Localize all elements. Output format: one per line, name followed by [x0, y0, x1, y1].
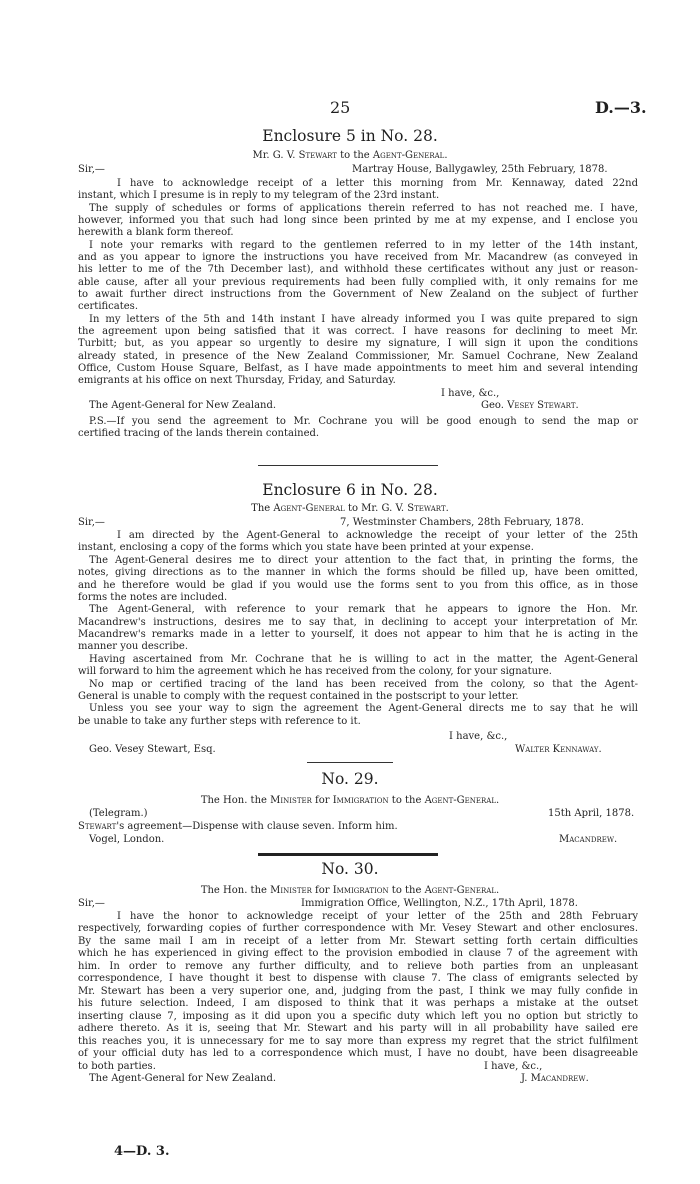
- paragraph-line: Macandrew's remarks made in a letter to yourself, it does not appear to him that he is acting in the: [78, 629, 638, 640]
- no30-closing: I have, &c.,: [484, 1061, 543, 1072]
- enc6-signature: Walter Kennaway.: [515, 744, 602, 755]
- enc5-postscript-line: certified tracing of the lands therein contained.: [78, 428, 320, 439]
- paragraph-line: inserting clause 7, imposing as it did upon you a specific duty which left you no option but strictly to: [78, 1011, 638, 1022]
- enc5-closing: I have, &c.,: [441, 388, 500, 399]
- paragraph-line: Unless you see your way to sign the agreement the Agent-General directs me to say that he will: [89, 703, 638, 714]
- paragraph-line: manner you describe.: [78, 641, 189, 652]
- printer-signature-mark: 4—D. 3.: [114, 1144, 170, 1159]
- paragraph-line: will forward to him the agreement which he has received from the colony, for your signature.: [78, 666, 552, 677]
- paragraph-line: By the same mail I am in receipt of a letter from Mr. Stewart setting forth certain difficulties: [78, 936, 638, 947]
- enc5-subheading: Mr. G. V. Stewart to the Agent-General.: [252, 150, 448, 161]
- section-divider: [258, 853, 438, 856]
- paragraph-line: be unable to take any further steps with reference to it.: [78, 716, 361, 727]
- paragraph-line: respectively, forwarding copies of further correspondence with Mr. Vesey Stewart and other enclosures.: [78, 923, 638, 934]
- no29-heading: No. 29.: [321, 770, 379, 788]
- enc5-addressee: The Agent-General for New Zealand.: [89, 400, 277, 411]
- page-number: 25: [330, 98, 351, 117]
- no30-subheading: The Hon. the Minister for Immigration to the Agent-General.: [200, 885, 500, 896]
- enc5-postscript-line: P.S.—If you send the agreement to Mr. Cochrane you will be good enough to send the map or: [89, 416, 638, 427]
- paragraph-line: Macandrew's instructions, desires me to say that, in declining to accept your interpretation of Mr.: [78, 617, 638, 628]
- paragraph-line: his letter to me of the 7th December last), and withhold these certificates without any just or reason-: [78, 264, 638, 275]
- paragraph-line: The Agent-General, with reference to your remark that he appears to ignore the Hon. Mr.: [89, 604, 638, 615]
- paragraph-line: instant, enclosing a copy of the forms which you state have been printed at your expense.: [78, 542, 534, 553]
- paragraph-line: the agreement upon being satisfied that it was correct. I have reasons for declining to meet Mr.: [78, 326, 638, 337]
- paragraph-line: Turbitt; but, as you appear so urgently to desire my signature, I will sign it upon the conditions: [78, 338, 638, 349]
- paragraph-line: of your official duty has led to a correspondence which must, I have no doubt, have been disagreeable: [78, 1048, 638, 1059]
- paragraph-line: Having ascertained from Mr. Cochrane that he is willing to act in the matter, the Agent-General: [89, 654, 638, 665]
- enc6-addressee: Geo. Vesey Stewart, Esq.: [89, 744, 216, 755]
- no29-date: 15th April, 1878.: [548, 808, 635, 819]
- document-code: D.—3.: [595, 98, 647, 117]
- paragraph-line: I have the honor to acknowledge receipt of your letter of the 25th and 28th February: [117, 911, 638, 922]
- paragraph-line: notes, giving directions as to the manner in which the forms should be filled up, have been omitted,: [78, 567, 638, 578]
- paragraph-line: The Agent-General desires me to direct your attention to the fact that, in printing the forms, the: [89, 555, 638, 566]
- paragraph-line: however, informed you that such had long since been printed by me at my expense, and I enclose you: [78, 215, 638, 226]
- enc6-subheading: The Agent-General to Mr. G. V. Stewart.: [251, 503, 449, 514]
- paragraph-line: adhere thereto. As it is, seeing that Mr. Stewart and his party will in all probability have sailed ere: [78, 1023, 638, 1034]
- paragraph-line: No map or certified tracing of the land has been received from the colony, so that the Agent-: [89, 679, 638, 690]
- no29-body: Stewart's agreement—Dispense with clause seven. Inform him.: [78, 821, 398, 832]
- no29-subheading: The Hon. the Minister for Immigration to the Agent-General.: [200, 795, 500, 806]
- no29-addressee: Vogel, London.: [89, 834, 165, 845]
- paragraph-line: certificates.: [78, 301, 138, 312]
- paragraph-line: herewith a blank form thereof.: [78, 227, 234, 238]
- paragraph-line: General is unable to comply with the request contained in the postscript to your letter.: [78, 691, 519, 702]
- paragraph-line: able cause, after all your previous requirements had been fully complied with, it only remains for me: [78, 277, 638, 288]
- no30-address: Immigration Office, Wellington, N.Z., 17th April, 1878.: [301, 898, 578, 909]
- section-divider: [258, 465, 438, 466]
- paragraph-line: his future selection. Indeed, I am disposed to think that it was perhaps a mistake at the outset: [78, 998, 638, 1009]
- no29-type: (Telegram.): [89, 808, 148, 819]
- enc5-address: Martray House, Ballygawley, 25th February, 1878.: [352, 164, 608, 175]
- paragraph-line: forms the notes are included.: [78, 592, 228, 603]
- paragraph-line: and he therefore would be glad if you would use the forms sent to you from this office, as in those: [78, 580, 638, 591]
- paragraph-line: instant, which I presume is in reply to my telegram of the 23rd instant.: [78, 190, 440, 201]
- enc6-salutation: Sir,—: [78, 517, 105, 528]
- paragraph-line: and as you appear to ignore the instructions you have received from Mr. Macandrew (as conveyed in: [78, 252, 638, 263]
- enc5-heading: Enclosure 5 in No. 28.: [262, 127, 438, 145]
- no30-heading: No. 30.: [321, 860, 379, 878]
- paragraph-line: I have to acknowledge receipt of a letter this morning from Mr. Kennaway, dated 22nd: [117, 178, 638, 189]
- paragraph-line: I note your remarks with regard to the gentlemen referred to in my letter of the 14th instant,: [89, 240, 638, 251]
- paragraph-line: already stated, in presence of the New Zealand Commissioner, Mr. Samuel Cochrane, New Zealand: [78, 351, 638, 362]
- paragraph-line: to both parties.: [78, 1061, 156, 1072]
- paragraph-line: him. In order to remove any further difficulty, and to relieve both parties from an unpleasant: [78, 961, 638, 972]
- no30-addressee: The Agent-General for New Zealand.: [89, 1073, 277, 1084]
- no29-signature: Macandrew.: [559, 834, 618, 845]
- paragraph-line: I am directed by the Agent-General to acknowledge the receipt of your letter of the 25th: [117, 530, 638, 541]
- no30-salutation: Sir,—: [78, 898, 105, 909]
- section-divider: [307, 762, 393, 763]
- paragraph-line: Mr. Stewart has been a very superior one, and, judging from the past, I think we may fully confide in: [78, 986, 638, 997]
- paragraph-line: In my letters of the 5th and 14th instant I have already informed you I was quite prepared to sign: [89, 314, 638, 325]
- paragraph-line: this reaches you, it is unnecessary for me to say more than express my regret that the strict fulfilment: [78, 1036, 638, 1047]
- enc5-signature: Geo. Vesey Stewart.: [481, 400, 579, 411]
- enc5-salutation: Sir,—: [78, 164, 105, 175]
- paragraph-line: which he has experienced in giving effect to the provision embodied in clause 7 of the agreement with: [78, 948, 638, 959]
- enc6-address: 7, Westminster Chambers, 28th February, 1878.: [340, 517, 584, 528]
- paragraph-line: The supply of schedules or forms of applications therein referred to has not reached me. I have,: [89, 203, 638, 214]
- paragraph-line: emigrants at his office on next Thursday, Friday, and Saturday.: [78, 375, 396, 386]
- enc6-closing: I have, &c.,: [449, 731, 508, 742]
- paragraph-line: Office, Custom House Square, Belfast, as I have made appointments to meet him and several intending: [78, 363, 638, 374]
- no30-signature: J. Macandrew.: [521, 1073, 589, 1084]
- paragraph-line: correspondence, I have thought it best to dispense with clause 7. The class of emigrants selected by: [78, 973, 638, 984]
- paragraph-line: to await further direct instructions from the Government of New Zealand on the subject of further: [78, 289, 638, 300]
- enc6-heading: Enclosure 6 in No. 28.: [262, 481, 438, 499]
